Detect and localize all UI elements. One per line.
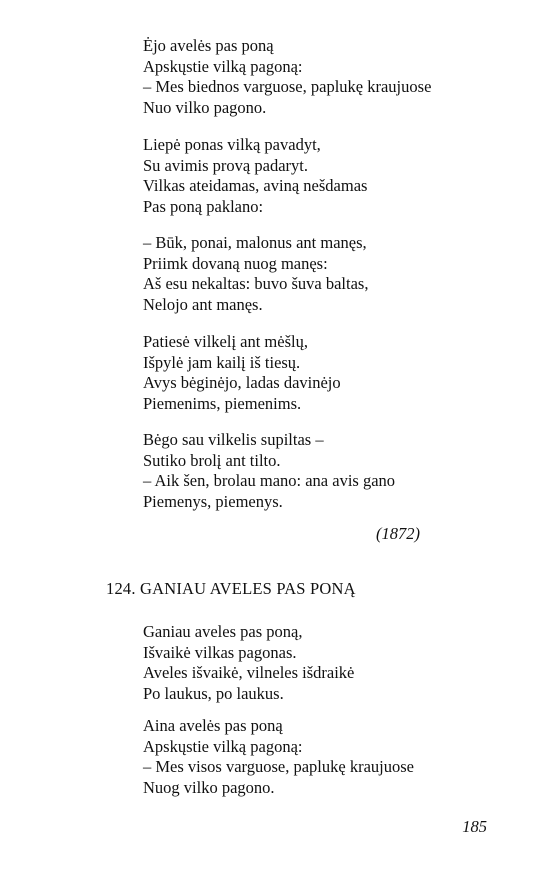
page-number: 185 bbox=[462, 817, 487, 836]
poem123-stanza-3 bbox=[143, 233, 503, 315]
poem-heading: 124. GANIAU AVELES PAS PONĄ bbox=[106, 579, 356, 598]
poem-date: (1872) bbox=[376, 524, 420, 543]
poem124-stanza-2 bbox=[143, 716, 503, 798]
verse-line: Liepė ponas vilką pavadyt, bbox=[143, 135, 321, 154]
verse-line: Patiesė vilkelį ant mėšlų, bbox=[143, 332, 308, 351]
verse-line: Ėjo avelės pas poną bbox=[143, 36, 274, 55]
verse-line: Išvaikė vilkas pagonas. bbox=[143, 642, 297, 662]
verse-line: Išpylė jam kailį iš tiesų. bbox=[143, 352, 301, 372]
verse-line: Ganiau aveles pas poną, bbox=[143, 622, 303, 641]
verse-line: Po laukus, po laukus. bbox=[143, 683, 284, 703]
verse-line: Su avimis provą padaryt. bbox=[143, 155, 308, 175]
poem123-stanza-4 bbox=[143, 332, 503, 414]
poem124-stanza-1 bbox=[143, 622, 503, 704]
verse-line: Nuog vilko pagono. bbox=[143, 777, 275, 797]
poem123-stanza-2 bbox=[143, 135, 503, 217]
verse-line: Pas poną paklano: bbox=[143, 196, 264, 216]
poem123-stanza-5 bbox=[143, 430, 503, 512]
verse-line: – Mes biednos varguose, paplukę kraujuose bbox=[143, 77, 432, 96]
verse-line: Apskųstie vilką pagoną: bbox=[143, 56, 303, 76]
verse-line: – Aik šen, brolau mano: ana avis gano bbox=[143, 471, 396, 490]
verse-line: – Mes visos varguose, paplukę kraujuose bbox=[143, 757, 414, 776]
verse-line: Nuo vilko pagono. bbox=[143, 97, 267, 117]
verse-line: Priimk dovaną nuog manęs: bbox=[143, 253, 328, 273]
verse-line: – Būk, ponai, malonus ant manęs, bbox=[143, 233, 367, 252]
verse-line: Aveles išvaikė, vilneles išdraikė bbox=[143, 663, 355, 682]
verse-line: Nelojo ant manęs. bbox=[143, 294, 263, 314]
verse-line: Bėgo sau vilkelis supiltas – bbox=[143, 430, 324, 449]
verse-line: Piemenys, piemenys. bbox=[143, 491, 283, 511]
verse-line: Vilkas ateidamas, aviną nešdamas bbox=[143, 176, 368, 195]
verse-line: Apskųstie vilką pagoną: bbox=[143, 736, 303, 756]
verse-line: Aš esu nekaltas: buvo šuva baltas, bbox=[143, 274, 369, 293]
verse-line: Piemenims, piemenims. bbox=[143, 393, 302, 413]
verse-line: Aina avelės pas poną bbox=[143, 716, 283, 735]
verse-line: Sutiko brolį ant tilto. bbox=[143, 450, 281, 470]
verse-line: Avys bėginėjo, ladas davinėjo bbox=[143, 373, 341, 392]
poem123-stanza-1 bbox=[143, 36, 503, 118]
